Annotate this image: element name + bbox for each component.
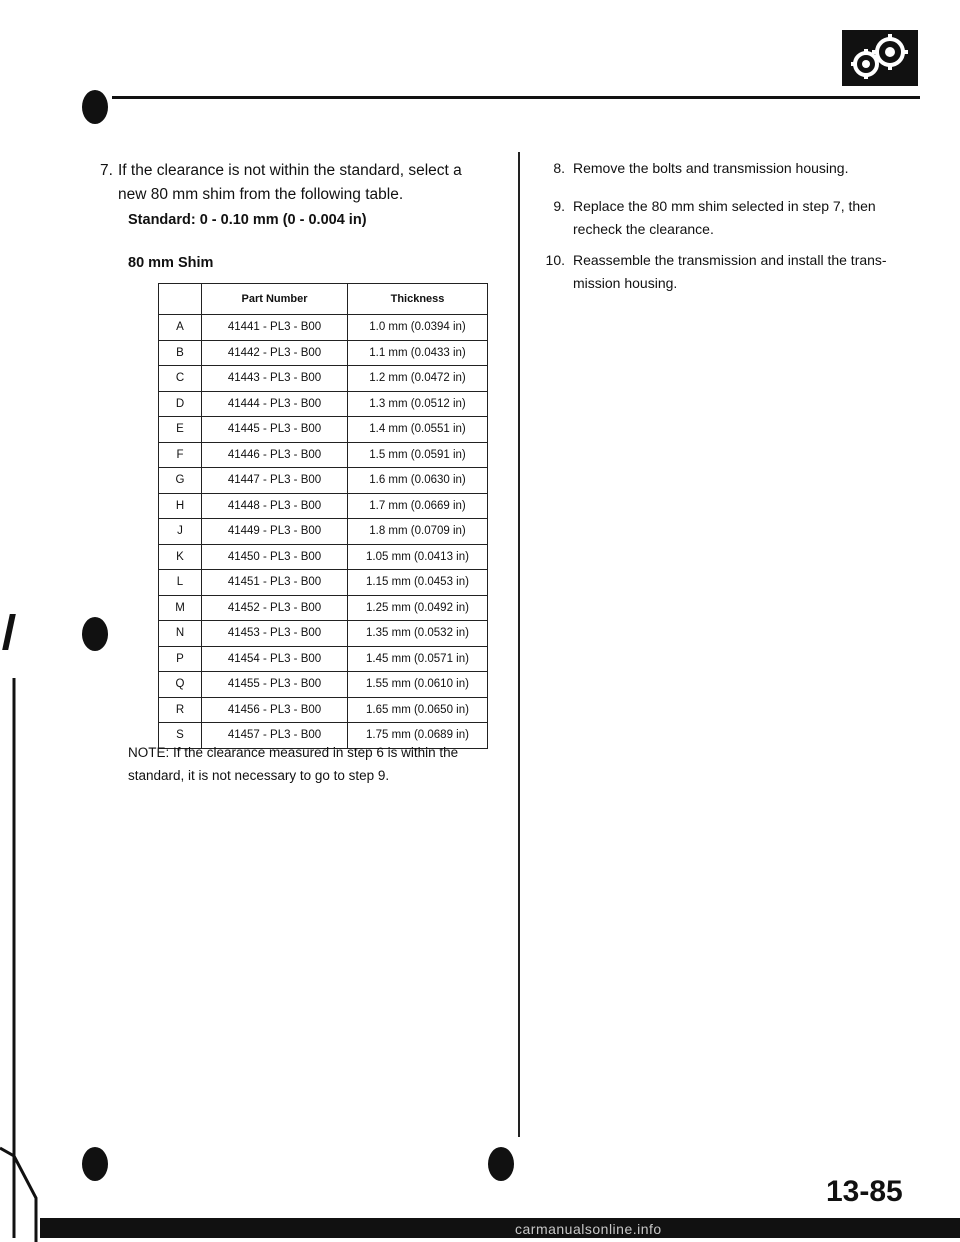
table-row bbox=[159, 672, 488, 698]
table-row bbox=[159, 544, 488, 570]
row-letter-cell: B bbox=[159, 340, 202, 366]
thickness-cell: 1.3 mm (0.0512 in) bbox=[348, 391, 488, 417]
step-10 bbox=[545, 249, 913, 295]
table-row bbox=[159, 315, 488, 341]
thickness-cell: 1.55 mm (0.0610 in) bbox=[348, 672, 488, 698]
binding-hole-mark bbox=[488, 1147, 514, 1181]
table-row bbox=[159, 519, 488, 545]
row-letter-cell: A bbox=[159, 315, 202, 341]
thickness-cell: 1.5 mm (0.0591 in) bbox=[348, 442, 488, 468]
part-number-cell: 41446 - PL3 - B00 bbox=[202, 442, 348, 468]
column-divider bbox=[518, 152, 520, 1137]
table-row bbox=[159, 417, 488, 443]
table-row bbox=[159, 442, 488, 468]
header-part-number: Part Number bbox=[202, 284, 348, 315]
part-number-cell: 41457 - PL3 - B00 bbox=[202, 723, 348, 749]
part-number-cell: 41448 - PL3 - B00 bbox=[202, 493, 348, 519]
shim-table bbox=[158, 283, 488, 749]
step-text: Replace the 80 mm shim selected in step 7, then recheck the clearance. bbox=[573, 198, 876, 237]
part-number-cell: 41452 - PL3 - B00 bbox=[202, 595, 348, 621]
table-row bbox=[159, 595, 488, 621]
table-row bbox=[159, 468, 488, 494]
binding-edge-mark bbox=[2, 614, 16, 650]
step-9 bbox=[553, 195, 913, 241]
thickness-cell: 1.45 mm (0.0571 in) bbox=[348, 646, 488, 672]
table-row bbox=[159, 570, 488, 596]
binding-hole-mark bbox=[82, 1147, 108, 1181]
step-text: Reassemble the transmission and install the trans- mission housing. bbox=[573, 252, 887, 291]
standard-spec: Standard: 0 - 0.10 mm (0 - 0.004 in) bbox=[128, 212, 367, 228]
part-number-cell: 41443 - PL3 - B00 bbox=[202, 366, 348, 392]
thickness-cell: 1.6 mm (0.0630 in) bbox=[348, 468, 488, 494]
header-rule bbox=[112, 96, 920, 99]
row-letter-cell: G bbox=[159, 468, 202, 494]
table-row bbox=[159, 340, 488, 366]
page-number: 13-85 bbox=[826, 1175, 903, 1208]
step-number: 9. bbox=[553, 198, 565, 214]
row-letter-cell: P bbox=[159, 646, 202, 672]
row-letter-cell: R bbox=[159, 697, 202, 723]
step-number: 8. bbox=[553, 160, 565, 176]
step-text: If the clearance is not within the standard, select a new 80 mm shim from the following table. bbox=[118, 162, 462, 203]
part-number-cell: 41456 - PL3 - B00 bbox=[202, 697, 348, 723]
binding-hole-mark bbox=[82, 617, 108, 651]
table-row bbox=[159, 366, 488, 392]
table-title: 80 mm Shim bbox=[128, 255, 214, 271]
step-number: 10. bbox=[545, 252, 565, 268]
row-letter-cell: S bbox=[159, 723, 202, 749]
header-thickness: Thickness bbox=[348, 284, 488, 315]
part-number-cell: 41453 - PL3 - B00 bbox=[202, 621, 348, 647]
table-header-row bbox=[159, 284, 488, 315]
row-letter-cell: F bbox=[159, 442, 202, 468]
part-number-cell: 41444 - PL3 - B00 bbox=[202, 391, 348, 417]
watermark: carmanualsonline.info bbox=[515, 1221, 662, 1237]
footer-bar bbox=[40, 1218, 960, 1238]
thickness-cell: 1.4 mm (0.0551 in) bbox=[348, 417, 488, 443]
part-number-cell: 41442 - PL3 - B00 bbox=[202, 340, 348, 366]
thickness-cell: 1.75 mm (0.0689 in) bbox=[348, 723, 488, 749]
part-number-cell: 41445 - PL3 - B00 bbox=[202, 417, 348, 443]
row-letter-cell: D bbox=[159, 391, 202, 417]
row-letter-cell: J bbox=[159, 519, 202, 545]
row-letter-cell: H bbox=[159, 493, 202, 519]
step-text: Remove the bolts and transmission housing. bbox=[573, 160, 849, 176]
transmission-gears-icon bbox=[842, 30, 918, 86]
table-row bbox=[159, 621, 488, 647]
row-letter-cell: Q bbox=[159, 672, 202, 698]
row-letter-cell: L bbox=[159, 570, 202, 596]
row-letter-cell: K bbox=[159, 544, 202, 570]
thickness-cell: 1.8 mm (0.0709 in) bbox=[348, 519, 488, 545]
part-number-cell: 41455 - PL3 - B00 bbox=[202, 672, 348, 698]
thickness-cell: 1.35 mm (0.0532 in) bbox=[348, 621, 488, 647]
part-number-cell: 41449 - PL3 - B00 bbox=[202, 519, 348, 545]
part-number-cell: 41450 - PL3 - B00 bbox=[202, 544, 348, 570]
table-row bbox=[159, 391, 488, 417]
binding-edge-mark bbox=[0, 678, 40, 1242]
header-blank bbox=[159, 284, 202, 315]
part-number-cell: 41454 - PL3 - B00 bbox=[202, 646, 348, 672]
row-letter-cell: E bbox=[159, 417, 202, 443]
thickness-cell: 1.15 mm (0.0453 in) bbox=[348, 570, 488, 596]
thickness-cell: 1.25 mm (0.0492 in) bbox=[348, 595, 488, 621]
thickness-cell: 1.0 mm (0.0394 in) bbox=[348, 315, 488, 341]
step-8 bbox=[553, 157, 913, 180]
row-letter-cell: M bbox=[159, 595, 202, 621]
part-number-cell: 41441 - PL3 - B00 bbox=[202, 315, 348, 341]
thickness-cell: 1.2 mm (0.0472 in) bbox=[348, 366, 488, 392]
part-number-cell: 41451 - PL3 - B00 bbox=[202, 570, 348, 596]
step-7 bbox=[100, 159, 490, 207]
part-number-cell: 41447 - PL3 - B00 bbox=[202, 468, 348, 494]
note-text: NOTE: If the clearance measured in step 6 is within the standard, it is not necessary to go to step 9. bbox=[128, 745, 459, 783]
table-row bbox=[159, 697, 488, 723]
table-row bbox=[159, 646, 488, 672]
thickness-cell: 1.05 mm (0.0413 in) bbox=[348, 544, 488, 570]
row-letter-cell: N bbox=[159, 621, 202, 647]
row-letter-cell: C bbox=[159, 366, 202, 392]
thickness-cell: 1.65 mm (0.0650 in) bbox=[348, 697, 488, 723]
binding-hole-mark bbox=[82, 90, 108, 124]
table-row bbox=[159, 493, 488, 519]
thickness-cell: 1.1 mm (0.0433 in) bbox=[348, 340, 488, 366]
step-number: 7. bbox=[100, 162, 113, 179]
thickness-cell: 1.7 mm (0.0669 in) bbox=[348, 493, 488, 519]
